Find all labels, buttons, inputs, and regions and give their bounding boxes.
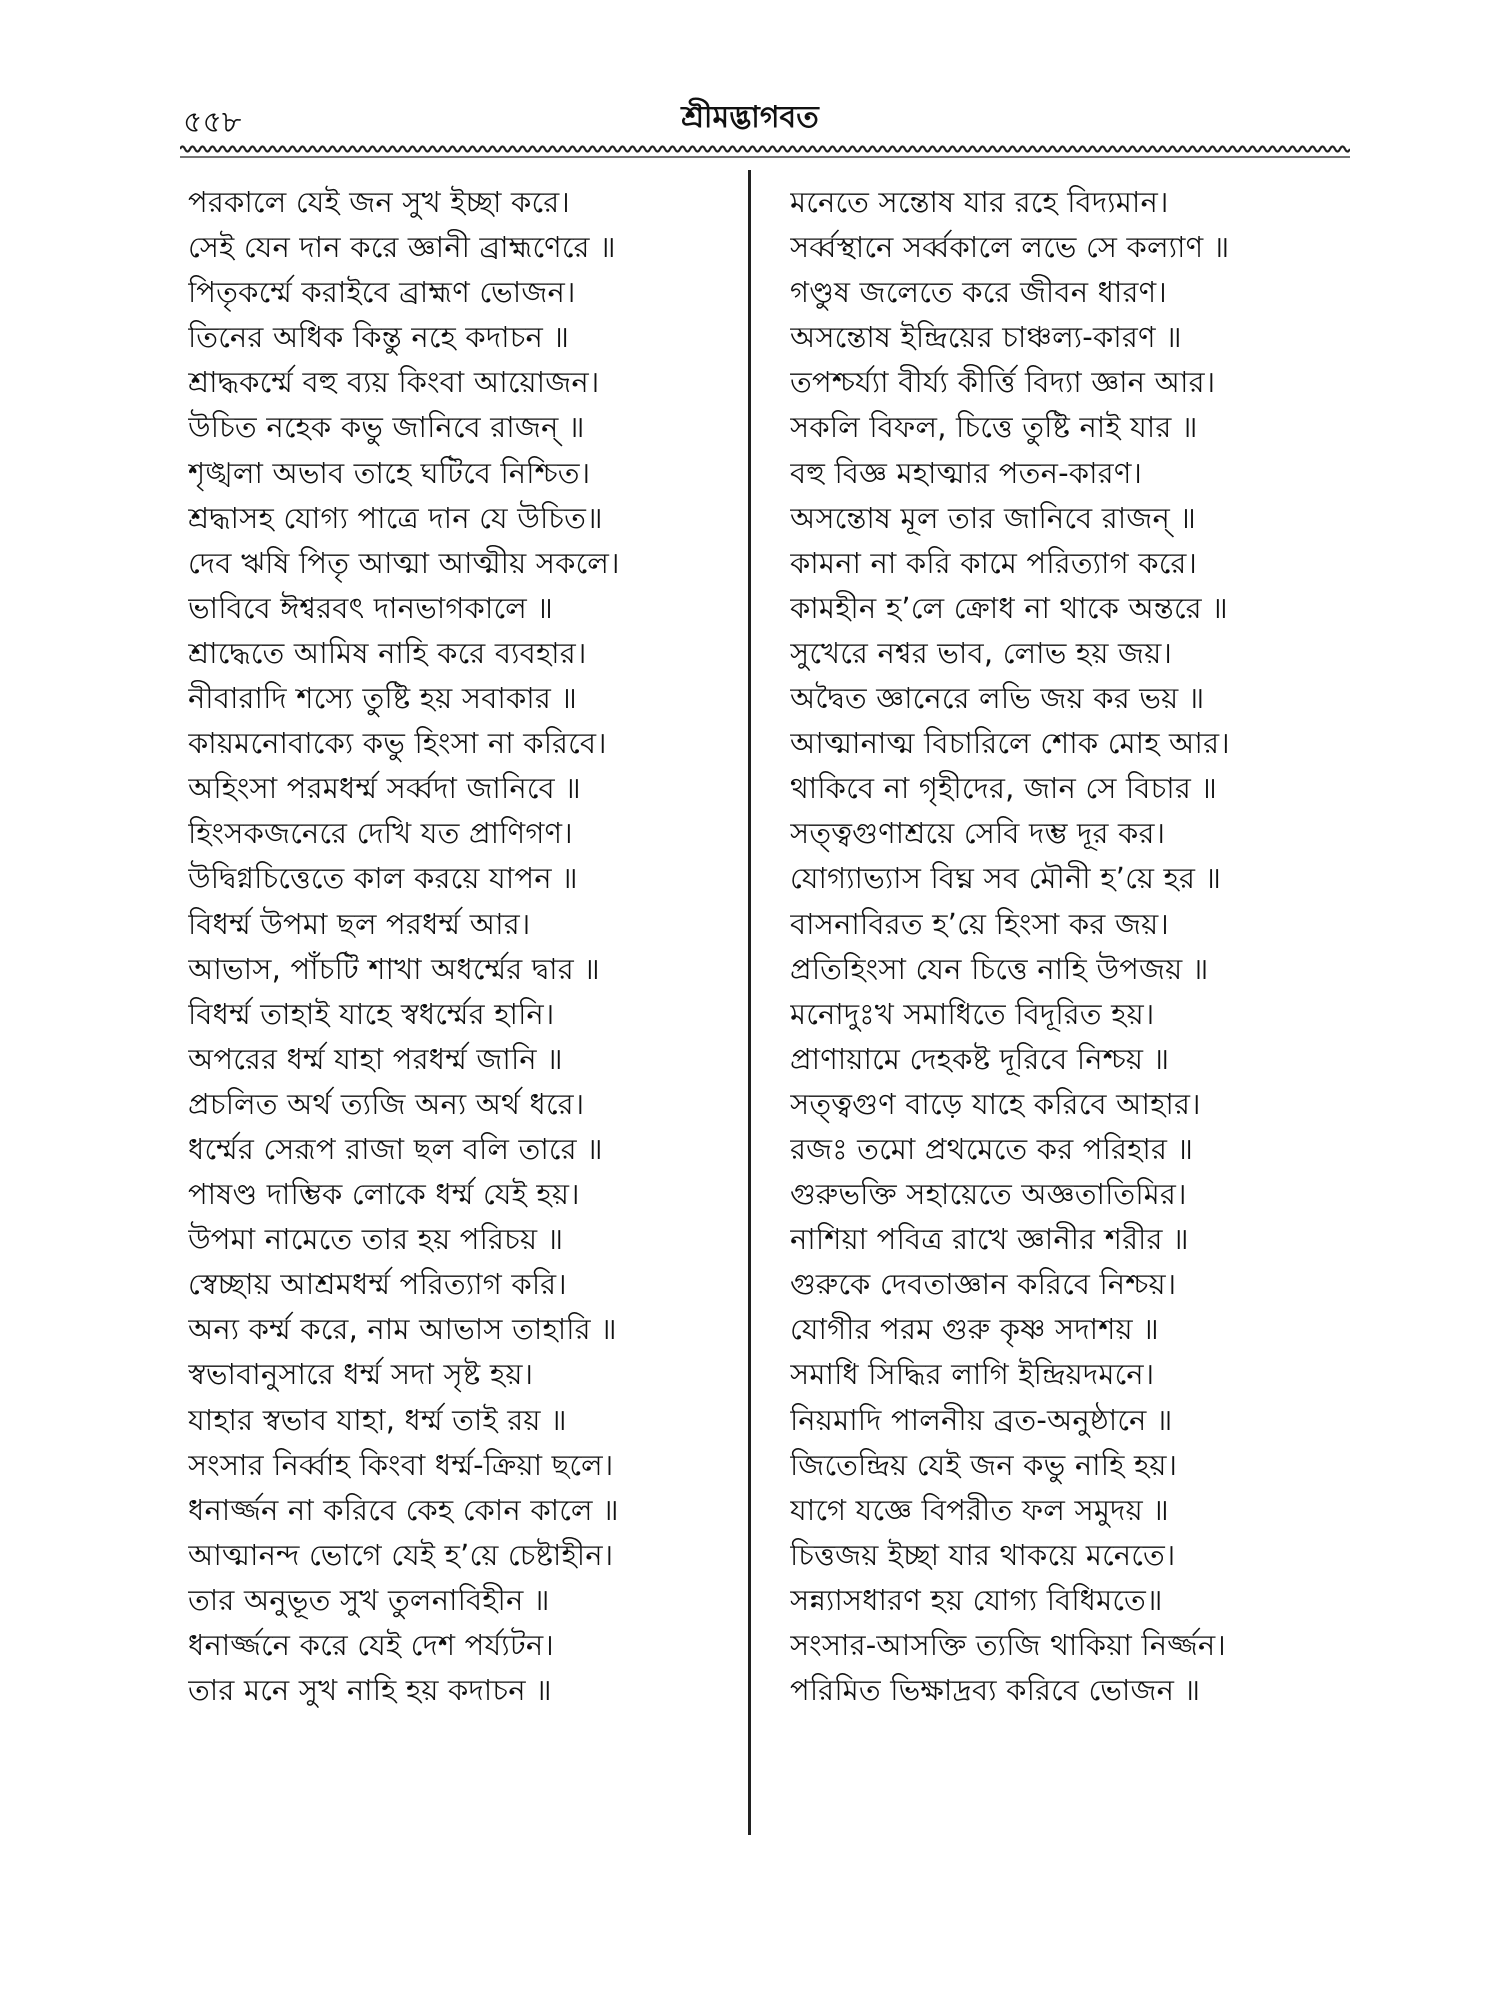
verse-line: বাসনাবিরত হ’য়ে হিংসা কর জয়। [790,906,1169,941]
verse-line: বিধর্ম্ম উপমা ছল পরধর্ম্ম আর। [188,906,531,941]
verse-line: সেই যেন দান করে জ্ঞানী ব্রাহ্মণেরে ॥ [188,230,616,265]
verse-line: উচিত নহেক কভু জানিবে রাজন্ ॥ [188,410,585,445]
verse-line: স্বভাবানুসারে ধর্ম্ম সদা সৃষ্ট হয়। [188,1357,534,1392]
verse-line: বহু বিজ্ঞ মহাত্মার পতন-কারণ। [790,455,1143,490]
verse-line: গুরুকে দেবতাজ্ঞান করিবে নিশ্চয়। [790,1267,1177,1302]
verse-line: অদ্বৈত জ্ঞানেরে লভি জয় কর ভয় ॥ [790,681,1205,716]
verse-line: তপশ্চর্য্যা বীর্য্য কীর্ত্তি বিদ্যা জ্ঞান আর। [790,365,1216,400]
verse-line: পরকালে যেই জন সুখ ইচ্ছা করে। [188,185,570,219]
verse-line: মনোদুঃখ সমাধিতে বিদূরিত হয়। [790,996,1155,1031]
verse-line: প্রতিহিংসা যেন চিত্তে নাহি উপজয় ॥ [790,951,1209,986]
verse-line: স্বেচ্ছায় আশ্রমধর্ম্ম পরিত্যাগ করি। [188,1267,567,1302]
verse-line: উদ্বিগ্নচিত্তেতে কাল করয়ে যাপন ॥ [188,861,578,896]
verse-line: যাহার স্বভাব যাহা, ধর্ম্ম তাই রয় ॥ [188,1402,567,1437]
verse-line: রজঃ তমো প্রথমেতে কর পরিহার ॥ [790,1131,1194,1166]
verse-line: কামনা না করি কামে পরিত্যাগ করে। [790,545,1198,580]
verse-line: অসন্তোষ মূল তার জানিবে রাজন্ ॥ [790,500,1197,535]
verse-line: সর্ব্বস্থানে সর্ব্বকালে লভে সে কল্যাণ ॥ [790,230,1230,265]
wavy-rule-divider [180,143,1350,159]
verse-line: অহিংসা পরমধর্ম্ম সর্ব্বদা জানিবে ॥ [188,771,581,806]
page-header [0,0,1500,150]
verse-line: ধর্ম্মের সেরূপ রাজা ছল বলি তারে ॥ [188,1131,603,1166]
verse-line: জিতেন্দ্রিয় যেই জন কভু নাহি হয়। [790,1447,1178,1482]
verse-line: নীবারাদি শস্যে তুষ্টি হয় সবাকার ॥ [188,681,578,716]
verse-line: কামহীন হ’লে ক্রোধ না থাকে অন্তরে ॥ [790,590,1228,625]
verse-line: চিত্তজয় ইচ্ছা যার থাকয়ে মনেতে। [790,1537,1176,1572]
verse-line: ধনার্জ্জন না করিবে কেহ কোন কালে ॥ [188,1492,619,1527]
verse-line: অপরের ধর্ম্ম যাহা পরধর্ম্ম জানি ॥ [188,1041,563,1076]
verse-line: সুখেরে নশ্বর ভাব, লোভ হয় জয়। [790,635,1173,670]
verse-line: ভাবিবে ঈশ্বরবৎ দানভাগকালে ॥ [188,590,553,625]
verse-line: ধনার্জ্জনে করে যেই দেশ পর্য্যটন। [188,1628,554,1662]
verse-line: আভাস, পাঁচটি শাখা অধর্ম্মের দ্বার ॥ [188,951,600,986]
verse-line: বিধর্ম্ম তাহাই যাহে স্বধর্ম্মের হানি। [188,996,555,1031]
verse-line: অসন্তোষ ইন্দ্রিয়ের চাঞ্চল্য-কারণ ॥ [790,320,1182,355]
verse-line: থাকিবে না গৃহীদের, জান সে বিচার ॥ [790,771,1218,806]
verse-line: শ্রদ্ধাসহ যোগ্য পাত্রে দান যে উচিত॥ [188,500,603,535]
verse-line: নিয়মাদি পালনীয় ব্রত-অনুষ্ঠানে ॥ [790,1402,1173,1437]
column-divider [748,170,751,1835]
verse-line: সত্ত্বগুণ বাড়ে যাহে করিবে আহার। [790,1086,1201,1121]
verse-line: পিতৃকর্ম্মে করাইবে ব্রাহ্মণ ভোজন। [188,275,576,310]
page-number: ৫৫৮ [183,105,242,140]
verse-line: শ্রাদ্ধকর্ম্মে বহু ব্যয় কিংবা আয়োজন। [188,365,600,400]
verse-line: আত্মানন্দ ভোগে যেই হ’য়ে চেষ্টাহীন। [188,1537,614,1572]
verse-line: নাশিয়া পবিত্র রাখে জ্ঞানীর শরীর ॥ [790,1222,1189,1257]
verse-line: প্রচলিত অর্থ ত্যজি অন্য অর্থ ধরে। [188,1086,585,1121]
verse-line: অন্য কর্ম্ম করে, নাম আভাস তাহারি ॥ [188,1312,617,1347]
verse-line: কায়মনোবাক্যে কভু হিংসা না করিবে। [188,726,607,761]
verse-line: সকলি বিফল, চিত্তে তুষ্টি নাই যার ॥ [790,410,1198,445]
verse-line: পাষণ্ড দাম্ভিক লোকে ধর্ম্ম যেই হয়। [188,1177,580,1212]
right-verse-column [790,180,1310,1713]
verse-line: সন্ন্যাসধারণ হয় যোগ্য বিধিমতে॥ [790,1582,1163,1617]
running-title: শ্রীমদ্ভাগবত [681,100,819,135]
verse-line: যোগ্যাভ্যাস বিঘ্ন সব মৌনী হ’য়ে হর ॥ [790,861,1222,896]
verse-line: সত্ত্বগুণাশ্রয়ে সেবি দম্ভ দূর কর। [790,816,1166,851]
verse-line: প্রাণায়ামে দেহকষ্ট দূরিবে নিশ্চয় ॥ [790,1041,1170,1076]
verse-line: শৃঙ্খলা অভাব তাহে ঘটিবে নিশ্চিত। [188,455,591,490]
verse-line: মনেতে সন্তোষ যার রহে বিদ্যমান। [790,185,1169,219]
verse-line: যাগে যজ্ঞে বিপরীত ফল সমুদয় ॥ [790,1492,1169,1527]
verse-line: যোগীর পরম গুরু কৃষ্ণ সদাশয় ॥ [790,1312,1159,1347]
verse-line: তার মনে সুখ নাহি হয় কদাচন ॥ [188,1673,552,1708]
verse-line: গণ্ডুষ জলেতে করে জীবন ধারণ। [790,275,1167,310]
verse-line: সংসার নির্ব্বাহ কিংবা ধর্ম্ম-ক্রিয়া ছলে। [188,1447,614,1482]
verse-line: শ্রাদ্ধেতে আমিষ নাহি করে ব্যবহার। [188,635,587,670]
verse-line: তার অনুভূত সুখ তুলনাবিহীন ॥ [188,1582,550,1617]
verse-line: সংসার-আসক্তি ত্যজি থাকিয়া নির্জ্জন। [790,1628,1226,1662]
verse-line: সমাধি সিদ্ধির লাগি ইন্দ্রিয়দমনে। [790,1357,1155,1392]
verse-line: পরিমিত ভিক্ষাদ্রব্য করিবে ভোজন ॥ [790,1673,1201,1708]
verse-line: তিনের অধিক কিন্তু নহে কদাচন ॥ [188,320,570,355]
verse-line: উপমা নামেতে তার হয় পরিচয় ॥ [188,1222,564,1257]
left-verse-column [188,180,748,1713]
verse-line: হিংসকজনেরে দেখি যত প্রাণিগণ। [188,816,573,851]
verse-line: গুরুভক্তি সহায়েতে অজ্ঞতাতিমির। [790,1177,1187,1212]
verse-line: দেব ঋষি পিতৃ আত্মা আত্মীয় সকলে। [188,545,620,580]
verse-line: আত্মানাত্ম বিচারিলে শোক মোহ আর। [790,726,1230,761]
